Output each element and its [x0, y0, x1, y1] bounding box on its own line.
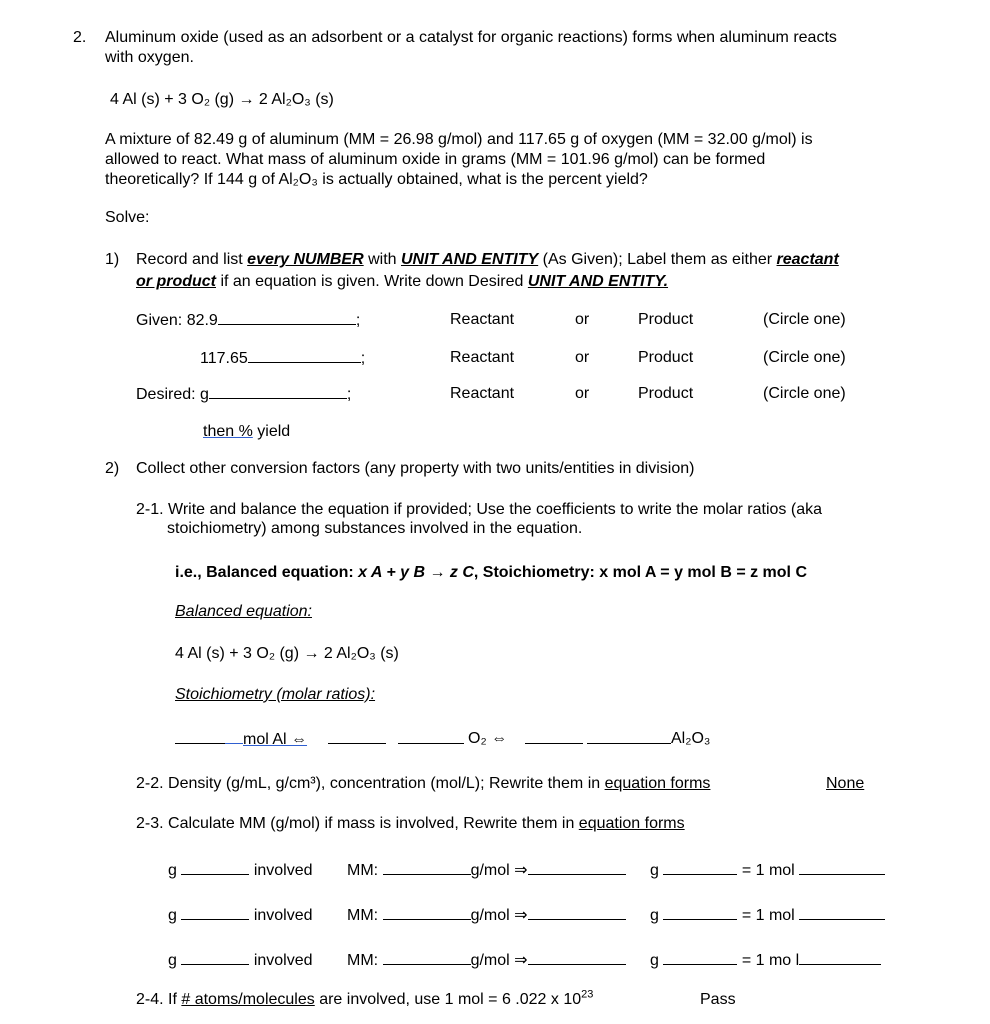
- stoichiometry-label: Stoichiometry (molar ratios):: [175, 686, 376, 703]
- molar-ratio-row: [175, 729, 307, 749]
- ie-equation: x A + y B → z C: [358, 564, 474, 581]
- desired-or: or: [575, 385, 590, 402]
- mm-row-3-mol-blank[interactable]: [799, 950, 881, 965]
- given-2-reactant-option[interactable]: Reactant: [450, 349, 515, 366]
- mm-row-1-result-blank[interactable]: [528, 860, 626, 875]
- mm-row-3-eq: [650, 950, 881, 970]
- mm-row-2-mm: [347, 905, 626, 925]
- mm-row-3-mass-blank[interactable]: [181, 950, 249, 965]
- mm-row-1-eq: [650, 860, 885, 880]
- mm-row-1-1mol: = 1 mol: [741, 862, 795, 879]
- given-2-circle-one: (Circle one): [763, 349, 846, 366]
- s22-equation-forms: equation forms: [604, 775, 711, 792]
- mm-row-1-mm: [347, 860, 626, 880]
- mm-row-1-g2: g: [650, 862, 659, 879]
- mm-row-1-g: g: [168, 862, 177, 879]
- mm-row-2-1mol: = 1 mol: [741, 907, 795, 924]
- o2-unit-blank[interactable]: [398, 729, 464, 744]
- mm-row-1: [168, 860, 313, 880]
- mm-row-3-mm: [347, 950, 626, 970]
- step1-emphasis-every-number: every NUMBER: [247, 251, 364, 268]
- desired-label: Desired: g: [136, 386, 209, 403]
- al-coefficient-blue-mark: [225, 729, 243, 744]
- mm-row-1-mm-label: MM:: [347, 862, 379, 879]
- given-1-circle-one: (Circle one): [763, 311, 846, 328]
- mm-row-2-g: g: [168, 907, 177, 924]
- mm-row-2-eq: [650, 905, 885, 925]
- reaction-equation: 4 Al (s) + 3 O₂ (g) → 2 Al₂O₃ (s): [110, 91, 334, 108]
- pass-answer: Pass: [700, 991, 736, 1008]
- mm-row-3-g-blank[interactable]: [663, 950, 737, 965]
- problem-body-line-2: allowed to react. What mass of aluminum oxide in grams (MM = 101.96 g/mol) can be formed: [105, 151, 766, 168]
- step2-heading: Collect other conversion factors (any property with two units/entities in division): [136, 460, 695, 477]
- ie-stoichiometry: , Stoichiometry: x mol A = y mol B = z mol C: [473, 564, 807, 581]
- given-2-semicolon: ;: [360, 350, 366, 367]
- mol-al-label: mol Al ⇔: [243, 731, 308, 748]
- mm-row-2-result-blank[interactable]: [528, 905, 626, 920]
- given-2-or: or: [575, 349, 590, 366]
- mm-row-2-involved: involved: [253, 907, 313, 924]
- mm-row-2-mm-blank[interactable]: [383, 905, 471, 920]
- o2-blanks: [328, 729, 464, 749]
- yield-word: yield: [252, 423, 291, 440]
- s22-line: [136, 774, 710, 793]
- problem-number: 2.: [73, 29, 87, 46]
- step1-emphasis-reactant: reactant: [776, 251, 839, 268]
- al-coefficient-blank[interactable]: [175, 729, 225, 744]
- s23-equation-forms: equation forms: [578, 815, 685, 832]
- mm-row-1-involved: involved: [253, 862, 313, 879]
- step1-text-b: with: [363, 251, 401, 268]
- desired-reactant-option[interactable]: Reactant: [450, 385, 515, 402]
- al2o3-coefficient-blank[interactable]: [525, 729, 583, 744]
- step1-text-d: if an equation is given. Write down Desired: [216, 273, 528, 290]
- s24-atoms-molecules: # atoms/molecules: [181, 991, 315, 1008]
- s23-line: [136, 814, 685, 833]
- intro-line-1: Aluminum oxide (used as an adsorbent or a catalyst for organic reactions) forms when aluminum reacts: [105, 29, 837, 46]
- none-answer: None: [826, 775, 865, 792]
- step1-instruction-line-2: [136, 272, 668, 291]
- o2-label: O₂ ⇔: [468, 730, 508, 747]
- mm-row-3-gmol: g/mol ⇒: [470, 952, 528, 969]
- s24-exponent: 23: [581, 988, 594, 1001]
- desired-circle-one: (Circle one): [763, 385, 846, 402]
- intro-line-2: with oxygen.: [105, 49, 194, 66]
- s24-line: [136, 990, 593, 1009]
- s23-text: 2-3. Calculate MM (g/mol) if mass is involved, Rewrite them in: [136, 815, 579, 832]
- mm-row-2-mol-blank[interactable]: [799, 905, 885, 920]
- solve-label: Solve:: [105, 209, 150, 226]
- al2o3-label: Al₂O₃: [671, 730, 711, 747]
- mm-row-1-mm-blank[interactable]: [383, 860, 471, 875]
- given-row-2: [200, 348, 365, 368]
- balanced-equation-label: Balanced equation:: [175, 603, 312, 620]
- given-1-reactant-option[interactable]: Reactant: [450, 311, 515, 328]
- step1-instruction-line-1: [136, 250, 839, 269]
- mm-row-1-mass-blank[interactable]: [181, 860, 249, 875]
- mm-row-3-mm-label: MM:: [347, 952, 379, 969]
- s24-text-b: are involved, use 1 mol = 6 .022 x 10: [314, 991, 582, 1008]
- then-percent: then %: [203, 423, 253, 440]
- mm-row-3-g2: g: [650, 952, 659, 969]
- given-2-product-option[interactable]: Product: [638, 349, 694, 366]
- given-1-blank[interactable]: [218, 310, 356, 325]
- then-percent-yield: [203, 422, 290, 441]
- mm-row-3: [168, 950, 313, 970]
- given-row-1: [136, 310, 360, 330]
- ie-example: [175, 563, 807, 582]
- given-label: Given: 82.9: [136, 312, 218, 329]
- mm-row-1-g-blank[interactable]: [663, 860, 737, 875]
- mm-row-3-mm-blank[interactable]: [383, 950, 471, 965]
- mm-row-3-g: g: [168, 952, 177, 969]
- o2-coefficient-blank[interactable]: [328, 729, 386, 744]
- s22-text: 2-2. Density (g/mL, g/cm³), concentration (mol/L); Rewrite them in: [136, 775, 605, 792]
- al2o3-unit-blank[interactable]: [587, 729, 671, 744]
- balanced-equation: 4 Al (s) + 3 O₂ (g) → 2 Al₂O₃ (s): [175, 645, 399, 662]
- step1-emphasis-or-product: or product: [136, 273, 216, 290]
- mm-row-3-involved: involved: [253, 952, 313, 969]
- given-1-or: or: [575, 311, 590, 328]
- step2-number: 2): [105, 460, 120, 477]
- mm-row-1-mol-blank[interactable]: [799, 860, 885, 875]
- step1-text-a: Record and list: [136, 251, 248, 268]
- problem-body-line-3: theoretically? If 144 g of Al₂O₃ is actually obtained, what is the percent yield?: [105, 171, 648, 188]
- s21-line-1: 2-1. Write and balance the equation if provided; Use the coefficients to write the molar ratios (aka: [136, 501, 822, 518]
- mm-row-2-mm-label: MM:: [347, 907, 379, 924]
- given-2-blank[interactable]: [248, 348, 361, 363]
- mm-row-2-g-blank[interactable]: [663, 905, 737, 920]
- problem-body-line-1: A mixture of 82.49 g of aluminum (MM = 26.98 g/mol) and 117.65 g of oxygen (MM = 32.00 g/mol) is: [105, 131, 813, 148]
- step1-text-c: (As Given); Label them as either: [538, 251, 777, 268]
- desired-product-option[interactable]: Product: [638, 385, 694, 402]
- s21-line-2: stoichiometry) among substances involved in the equation.: [167, 520, 583, 537]
- desired-blank[interactable]: [209, 384, 347, 399]
- mm-row-3-1mol: = 1 mo l: [741, 952, 800, 969]
- mm-row-3-result-blank[interactable]: [528, 950, 626, 965]
- mm-row-2: [168, 905, 313, 925]
- mm-row-2-mass-blank[interactable]: [181, 905, 249, 920]
- desired-row: [136, 384, 351, 404]
- s24-text-a: 2-4. If: [136, 991, 182, 1008]
- given-1-product-option[interactable]: Product: [638, 311, 694, 328]
- mm-row-1-gmol: g/mol ⇒: [470, 862, 528, 879]
- step1-emphasis-unit-entity: UNIT AND ENTITY: [401, 251, 539, 268]
- desired-semicolon: ;: [346, 386, 352, 403]
- mm-row-2-gmol: g/mol ⇒: [470, 907, 528, 924]
- mm-row-2-g2: g: [650, 907, 659, 924]
- ie-label: i.e., Balanced equation:: [175, 564, 359, 581]
- given-2-value: 117.65: [200, 350, 248, 367]
- given-1-semicolon: ;: [355, 312, 361, 329]
- step1-number: 1): [105, 251, 120, 268]
- al2o3-blanks: [525, 729, 671, 749]
- step1-emphasis-desired-unit: UNIT AND ENTITY.: [527, 273, 669, 290]
